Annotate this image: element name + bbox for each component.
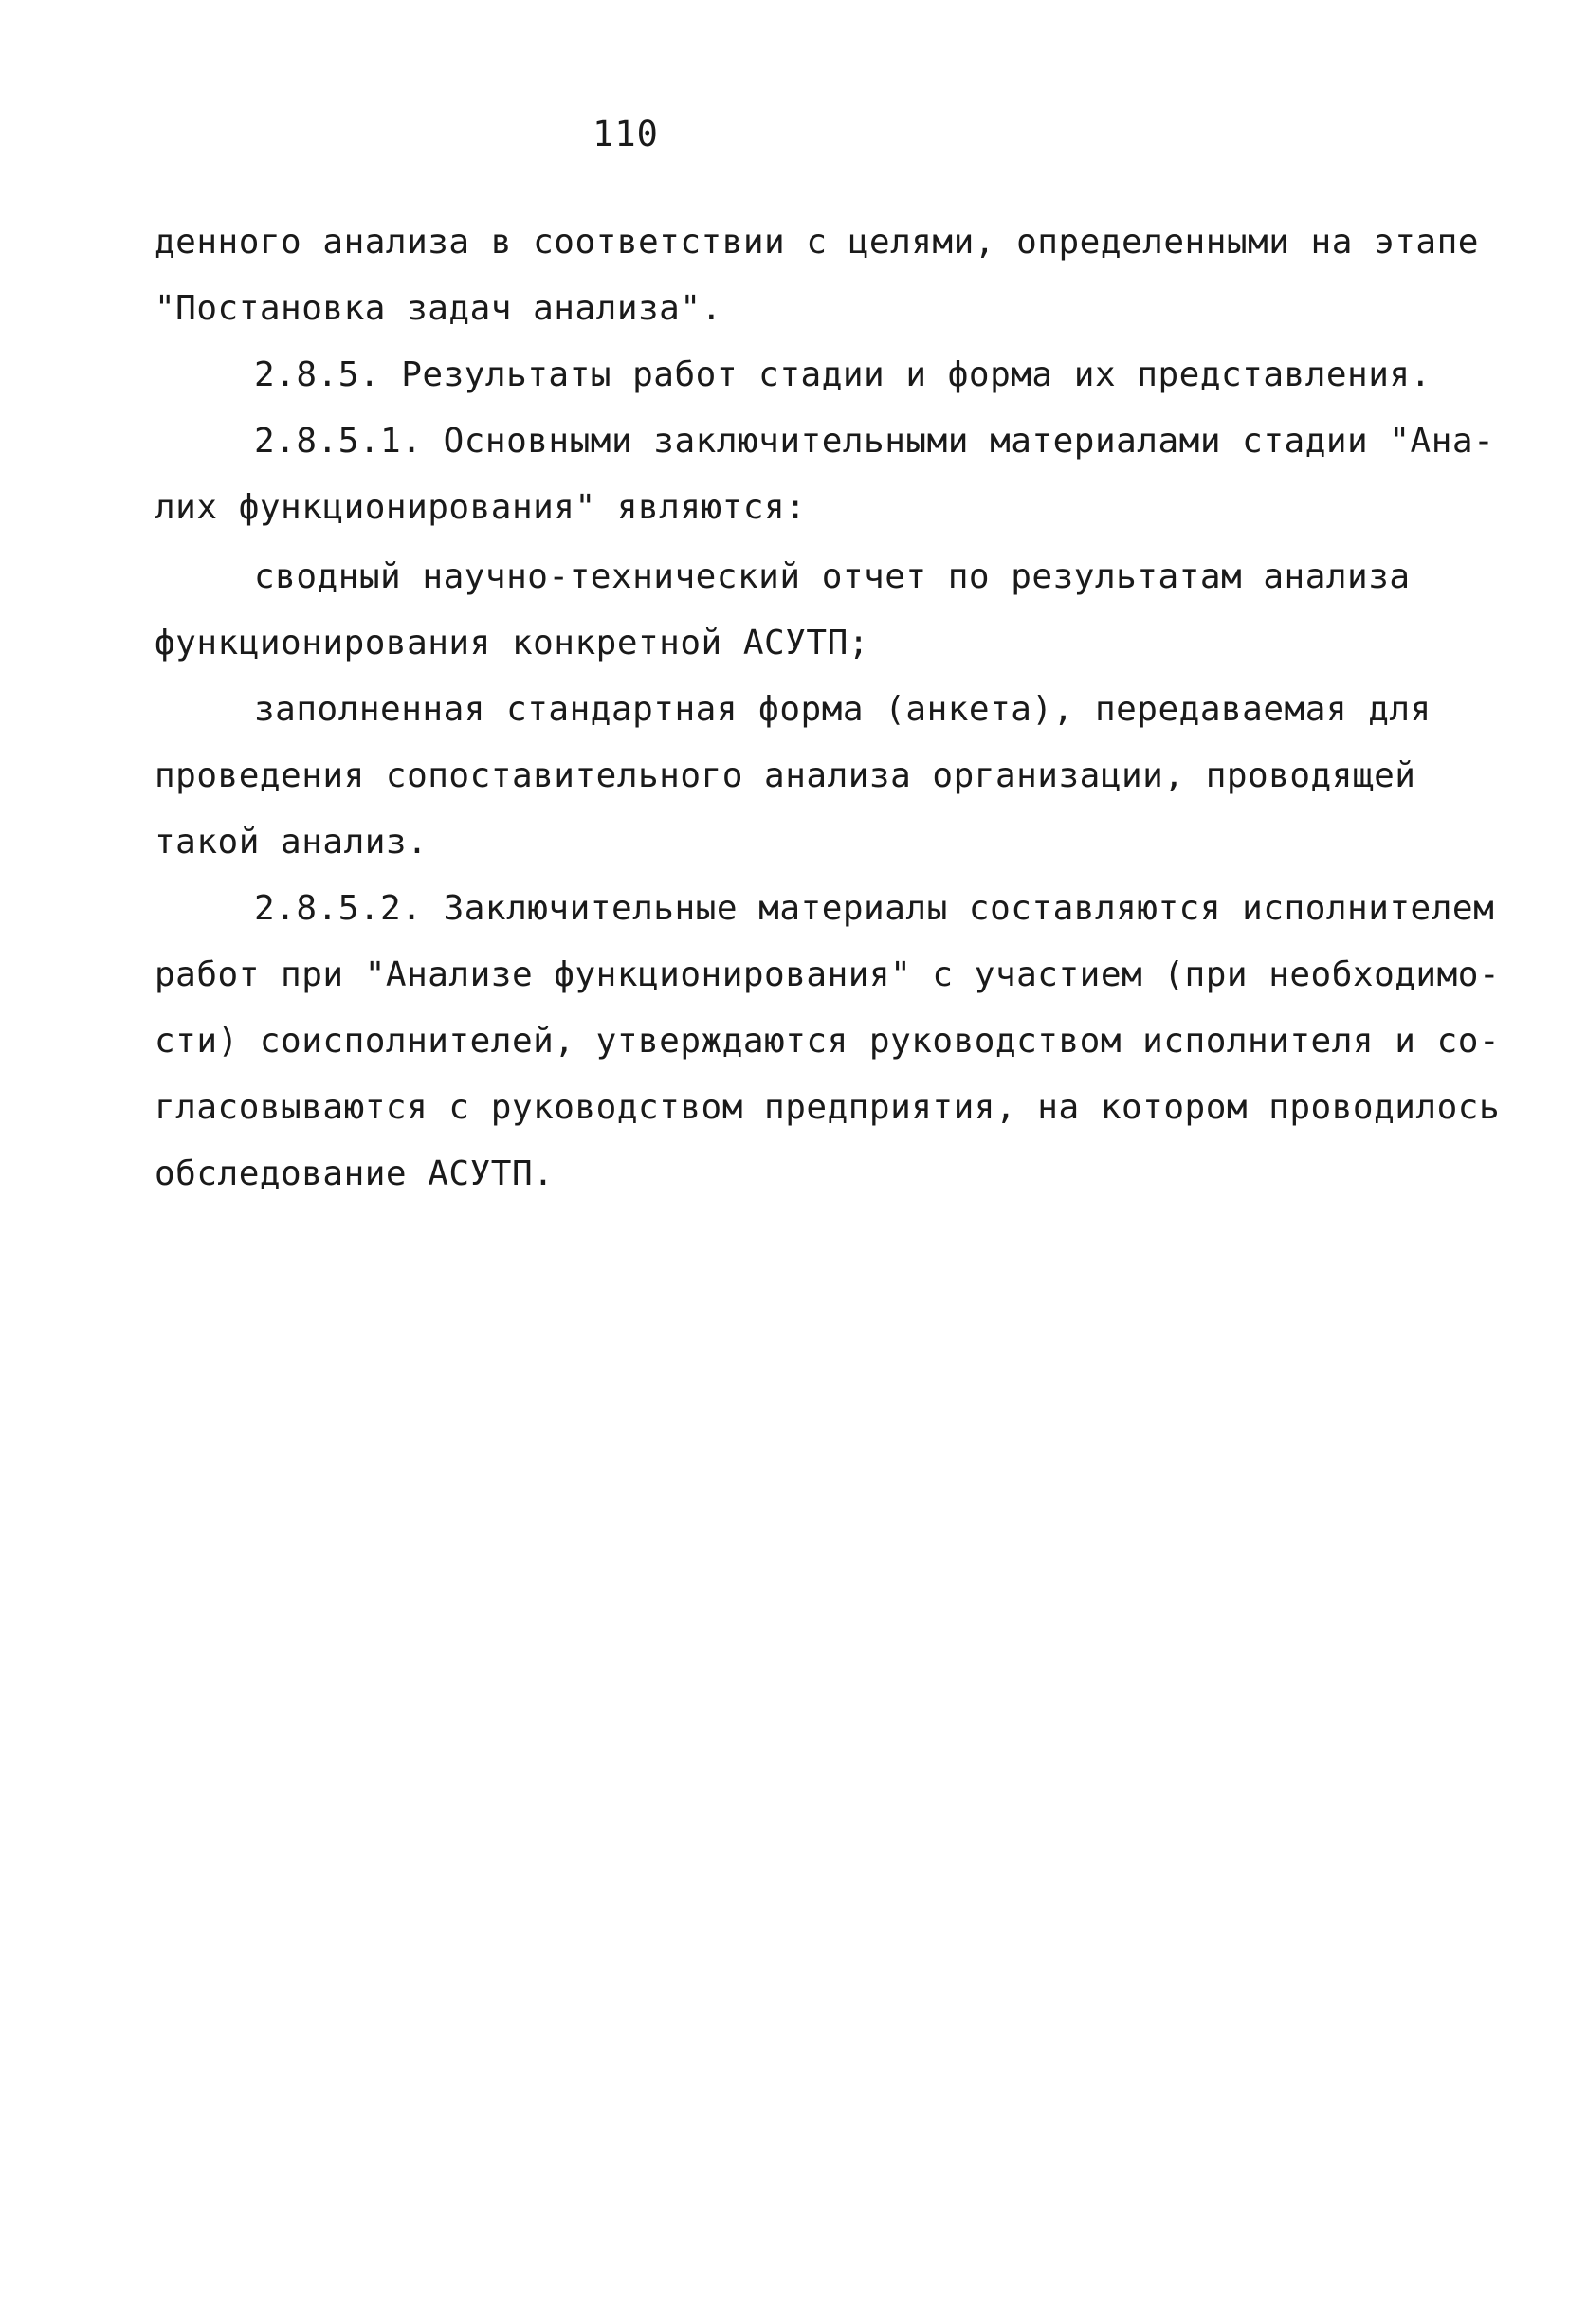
text-line: "Постановка задач анализа". [155,289,722,328]
text-line: заполненная стандартная форма (анкета), передаваемая для [254,690,1432,729]
text-line: функционирования конкретной АСУТП; [155,624,869,663]
text-line: гласовываются с руководством предприятия, на котором проводилось [155,1088,1501,1127]
page-number: 110 [593,114,659,154]
section-heading: 2.8.5. Результаты работ стадии и форма их представления. [254,355,1432,394]
text-line: работ при "Анализе функционирования" с участием (при необходимо- [155,955,1501,994]
text-line: сводный научно-технический отчет по результатам анализа [254,557,1411,596]
text-line: такой анализ. [155,823,429,862]
text-line: проведения сопоставительного анализа организации, проводящей [155,756,1416,795]
text-line: сти) соисполнителей, утверждаются руководством исполнителя и со- [155,1022,1501,1061]
text-line: 2.8.5.1. Основными заключительными материалами стадии "Ана- [254,422,1495,461]
text-line: лих функционирования" являются: [155,488,807,527]
text-line: 2.8.5.2. Заключительные материалы составляются исполнителем [254,889,1495,928]
text-line: обследование АСУТП. [155,1154,555,1193]
text-line: денного анализа в соответствии с целями, определенными на этапе [155,223,1479,262]
